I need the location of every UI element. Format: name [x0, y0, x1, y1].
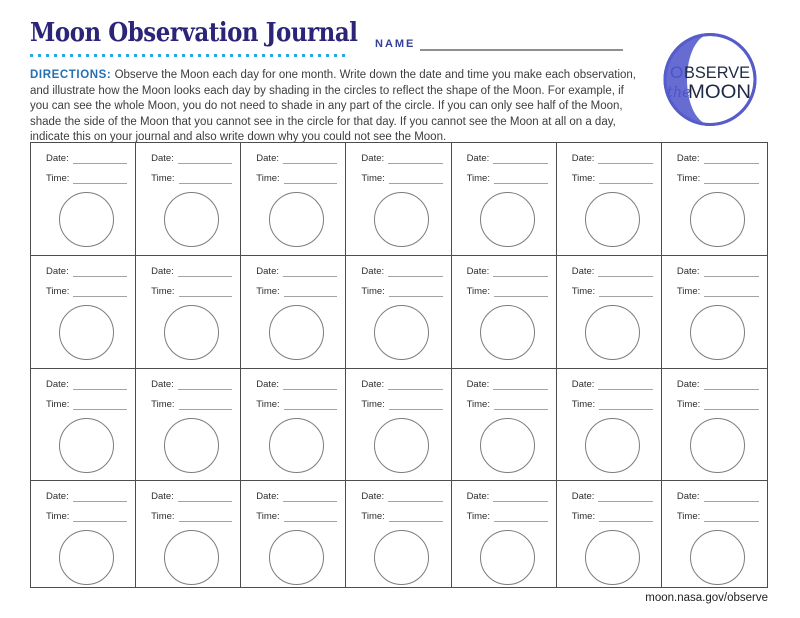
- date-label: Date:: [676, 379, 700, 390]
- time-field: [361, 510, 442, 522]
- date-label: Date:: [256, 379, 279, 390]
- name-label: NAME: [375, 38, 416, 50]
- moon-shading-circle[interactable]: [690, 530, 745, 585]
- moon-shading-circle[interactable]: [164, 305, 219, 360]
- date-field: [467, 490, 548, 502]
- time-input-line[interactable]: [599, 399, 653, 410]
- time-label: Time:: [466, 173, 490, 184]
- date-input-line[interactable]: [388, 266, 442, 277]
- date-label: Date:: [151, 491, 174, 502]
- time-input-line[interactable]: [73, 173, 127, 184]
- observation-cell: [346, 481, 451, 587]
- date-input-line[interactable]: [178, 379, 232, 390]
- observation-cell: [31, 481, 136, 587]
- time-input-line[interactable]: [179, 399, 233, 410]
- date-field: [467, 265, 548, 277]
- time-label: Time:: [151, 286, 175, 297]
- date-label: Date:: [256, 153, 279, 164]
- moon-shading-circle[interactable]: [585, 305, 640, 360]
- moon-shading-circle[interactable]: [59, 192, 114, 247]
- logo-observe-rest: BSERVE: [684, 63, 750, 82]
- date-input-line[interactable]: [704, 266, 759, 277]
- date-label: Date:: [676, 266, 700, 277]
- observation-cell: [31, 143, 136, 256]
- time-label: Time:: [361, 399, 385, 410]
- observation-cell: [452, 256, 557, 369]
- date-field: [151, 265, 232, 277]
- observation-cell: [662, 481, 767, 587]
- observation-cell: [557, 143, 662, 256]
- name-input-line[interactable]: [420, 36, 623, 51]
- time-field: [151, 398, 232, 410]
- time-input-line[interactable]: [284, 399, 338, 410]
- page-title: Moon Observation Journal: [30, 18, 358, 48]
- time-input-line[interactable]: [284, 511, 338, 522]
- observation-cell: [241, 481, 346, 587]
- date-field: [361, 265, 442, 277]
- time-input-line[interactable]: [179, 173, 233, 184]
- time-label: Time:: [466, 511, 490, 522]
- date-field: [256, 152, 337, 164]
- date-label: Date:: [571, 153, 595, 164]
- time-label: Time:: [361, 511, 385, 522]
- logo-observe-o: O: [670, 63, 684, 82]
- date-input-line[interactable]: [283, 266, 337, 277]
- time-input-line[interactable]: [389, 511, 443, 522]
- observation-cell: [557, 256, 662, 369]
- date-field: [46, 378, 127, 390]
- time-field: [572, 285, 653, 297]
- date-input-line[interactable]: [704, 153, 759, 164]
- time-label: Time:: [466, 399, 490, 410]
- date-input-line[interactable]: [598, 491, 652, 502]
- observation-cell: [452, 143, 557, 256]
- date-field: [677, 490, 759, 502]
- time-input-line[interactable]: [704, 511, 759, 522]
- time-field: [151, 172, 232, 184]
- moon-shading-circle[interactable]: [269, 305, 324, 360]
- moon-shading-circle[interactable]: [59, 305, 114, 360]
- time-field: [151, 510, 232, 522]
- moon-shading-circle[interactable]: [480, 418, 535, 473]
- time-label: Time:: [361, 173, 385, 184]
- moon-shading-circle[interactable]: [374, 530, 429, 585]
- date-input-line[interactable]: [493, 153, 547, 164]
- time-field: [46, 510, 127, 522]
- time-input-line[interactable]: [704, 173, 759, 184]
- time-label: Time:: [151, 511, 175, 522]
- time-input-line[interactable]: [599, 173, 653, 184]
- date-label: Date:: [151, 266, 174, 277]
- moon-shading-circle[interactable]: [269, 530, 324, 585]
- time-input-line[interactable]: [389, 399, 443, 410]
- date-input-line[interactable]: [598, 153, 652, 164]
- moon-shading-circle[interactable]: [164, 192, 219, 247]
- time-field: [361, 285, 442, 297]
- moon-shading-circle[interactable]: [374, 305, 429, 360]
- date-label: Date:: [46, 266, 69, 277]
- observation-cell: [452, 481, 557, 587]
- time-label: Time:: [676, 286, 701, 297]
- date-field: [151, 490, 232, 502]
- time-input-line[interactable]: [73, 399, 127, 410]
- time-label: Time:: [46, 511, 70, 522]
- date-label: Date:: [676, 153, 700, 164]
- date-label: Date:: [571, 491, 595, 502]
- date-field: [361, 378, 442, 390]
- date-label: Date:: [46, 379, 69, 390]
- time-field: [467, 398, 548, 410]
- observation-cell: [31, 369, 136, 481]
- date-input-line[interactable]: [388, 491, 442, 502]
- time-label: Time:: [256, 399, 280, 410]
- date-input-line[interactable]: [493, 266, 547, 277]
- observation-cell: [557, 481, 662, 587]
- date-field: [256, 378, 337, 390]
- date-field: [572, 265, 653, 277]
- date-field: [572, 490, 653, 502]
- date-input-line[interactable]: [73, 491, 127, 502]
- date-label: Date:: [361, 153, 385, 164]
- date-input-line[interactable]: [73, 153, 127, 164]
- observation-cell: [136, 256, 241, 369]
- date-label: Date:: [571, 379, 595, 390]
- observation-cell: [662, 369, 767, 481]
- date-label: Date:: [466, 266, 490, 277]
- time-field: [572, 398, 653, 410]
- date-label: Date:: [361, 266, 385, 277]
- date-field: [467, 152, 548, 164]
- observation-cell: [346, 256, 451, 369]
- moon-shading-circle[interactable]: [480, 530, 535, 585]
- time-label: Time:: [571, 399, 596, 410]
- journal-grid: [30, 142, 768, 588]
- moon-shading-circle[interactable]: [690, 418, 745, 473]
- time-field: [46, 398, 127, 410]
- time-label: Time:: [46, 286, 70, 297]
- time-label: Time:: [151, 399, 175, 410]
- time-field: [467, 510, 548, 522]
- observation-cell: [662, 256, 767, 369]
- observation-cell: [136, 143, 241, 256]
- observation-cell: [241, 143, 346, 256]
- time-field: [256, 510, 337, 522]
- date-field: [572, 152, 653, 164]
- moon-shading-circle[interactable]: [585, 418, 640, 473]
- time-label: Time:: [361, 286, 385, 297]
- moon-shading-circle[interactable]: [374, 418, 429, 473]
- time-label: Time:: [256, 511, 280, 522]
- date-input-line[interactable]: [178, 153, 232, 164]
- date-label: Date:: [361, 379, 385, 390]
- moon-shading-circle[interactable]: [164, 530, 219, 585]
- dotted-rule: [30, 54, 350, 57]
- date-field: [151, 152, 232, 164]
- date-label: Date:: [151, 153, 174, 164]
- time-field: [151, 285, 232, 297]
- time-input-line[interactable]: [389, 173, 443, 184]
- time-field: [572, 172, 653, 184]
- moon-shading-circle[interactable]: [59, 530, 114, 585]
- time-field: [467, 172, 548, 184]
- date-field: [361, 490, 442, 502]
- directions-label: DIRECTIONS:: [30, 69, 112, 81]
- moon-shading-circle[interactable]: [59, 418, 114, 473]
- time-field: [467, 285, 548, 297]
- date-field: [572, 378, 653, 390]
- time-label: Time:: [466, 286, 490, 297]
- time-label: Time:: [256, 173, 280, 184]
- footer-url: moon.nasa.gov/observe: [645, 592, 768, 604]
- time-label: Time:: [151, 173, 175, 184]
- date-input-line[interactable]: [178, 491, 232, 502]
- observation-cell: [557, 369, 662, 481]
- time-input-line[interactable]: [179, 286, 233, 297]
- time-input-line[interactable]: [704, 286, 759, 297]
- date-input-line[interactable]: [704, 491, 759, 502]
- moon-shading-circle[interactable]: [585, 530, 640, 585]
- moon-shading-circle[interactable]: [480, 192, 535, 247]
- date-input-line[interactable]: [493, 379, 547, 390]
- date-input-line[interactable]: [493, 491, 547, 502]
- time-field: [256, 172, 337, 184]
- logo-moon: MOON: [688, 82, 751, 103]
- time-field: [361, 398, 442, 410]
- name-field: [375, 36, 623, 51]
- date-label: Date:: [46, 491, 69, 502]
- date-input-line[interactable]: [73, 266, 127, 277]
- time-label: Time:: [676, 399, 701, 410]
- date-label: Date:: [466, 153, 490, 164]
- logo-the: the: [667, 85, 691, 101]
- date-field: [677, 265, 759, 277]
- date-input-line[interactable]: [73, 379, 127, 390]
- time-input-line[interactable]: [179, 511, 233, 522]
- time-field: [572, 510, 653, 522]
- date-field: [46, 152, 127, 164]
- time-field: [46, 285, 127, 297]
- date-label: Date:: [256, 491, 279, 502]
- observation-cell: [241, 369, 346, 481]
- moon-shading-circle[interactable]: [480, 305, 535, 360]
- observation-cell: [452, 369, 557, 481]
- time-input-line[interactable]: [73, 511, 127, 522]
- time-label: Time:: [571, 511, 596, 522]
- time-field: [256, 398, 337, 410]
- date-input-line[interactable]: [598, 266, 652, 277]
- time-field: [256, 285, 337, 297]
- time-field: [677, 398, 759, 410]
- date-field: [151, 378, 232, 390]
- time-input-line[interactable]: [389, 286, 443, 297]
- moon-shading-circle[interactable]: [269, 192, 324, 247]
- observation-cell: [136, 369, 241, 481]
- date-input-line[interactable]: [283, 379, 337, 390]
- date-field: [256, 265, 337, 277]
- observation-cell: [662, 143, 767, 256]
- moon-shading-circle[interactable]: [374, 192, 429, 247]
- time-field: [677, 172, 759, 184]
- time-label: Time:: [571, 286, 596, 297]
- date-field: [677, 378, 759, 390]
- observation-cell: [346, 143, 451, 256]
- date-field: [677, 152, 759, 164]
- date-field: [361, 152, 442, 164]
- time-label: Time:: [46, 173, 70, 184]
- date-label: Date:: [361, 491, 385, 502]
- observation-cell: [31, 256, 136, 369]
- time-input-line[interactable]: [599, 511, 653, 522]
- date-input-line[interactable]: [388, 379, 442, 390]
- time-label: Time:: [46, 399, 70, 410]
- date-input-line[interactable]: [283, 153, 337, 164]
- time-field: [361, 172, 442, 184]
- moon-shading-circle[interactable]: [585, 192, 640, 247]
- observation-cell: [136, 481, 241, 587]
- time-input-line[interactable]: [494, 399, 548, 410]
- date-field: [46, 490, 127, 502]
- observation-cell: [241, 256, 346, 369]
- date-label: Date:: [46, 153, 69, 164]
- date-label: Date:: [676, 491, 700, 502]
- time-label: Time:: [256, 286, 280, 297]
- time-field: [677, 510, 759, 522]
- time-input-line[interactable]: [494, 286, 548, 297]
- time-label: Time:: [571, 173, 596, 184]
- time-input-line[interactable]: [599, 286, 653, 297]
- date-field: [256, 490, 337, 502]
- observe-the-moon-logo: [654, 31, 766, 128]
- time-input-line[interactable]: [494, 173, 548, 184]
- moon-shading-circle[interactable]: [690, 192, 745, 247]
- time-field: [46, 172, 127, 184]
- date-input-line[interactable]: [704, 379, 759, 390]
- time-label: Time:: [676, 511, 701, 522]
- time-input-line[interactable]: [73, 286, 127, 297]
- time-input-line[interactable]: [704, 399, 759, 410]
- directions-paragraph: [30, 68, 640, 146]
- time-input-line[interactable]: [284, 173, 338, 184]
- time-input-line[interactable]: [494, 511, 548, 522]
- date-input-line[interactable]: [283, 491, 337, 502]
- time-field: [677, 285, 759, 297]
- date-label: Date:: [571, 266, 595, 277]
- observation-cell: [346, 369, 451, 481]
- time-label: Time:: [676, 173, 701, 184]
- date-label: Date:: [256, 266, 279, 277]
- date-input-line[interactable]: [388, 153, 442, 164]
- date-field: [467, 378, 548, 390]
- date-label: Date:: [466, 379, 490, 390]
- title-block: [30, 18, 402, 57]
- date-input-line[interactable]: [178, 266, 232, 277]
- date-label: Date:: [466, 491, 490, 502]
- moon-shading-circle[interactable]: [690, 305, 745, 360]
- date-input-line[interactable]: [598, 379, 652, 390]
- directions-text: Observe the Moon each day for one month. Write down the date and time you make each observation, and illustrate how the Moon looks each day by shading in the circles to reflect the shape of the Moon. For example, if you can see the whole Moon, you do not need to shade in any part of the circle. If you can only see half of the Moon, shade the side of the Moon that you cannot see in the circle for that day. If you cannot see the Moon at all on a day, indicate this on your journal and also write down why you could not see the Moon.: [30, 69, 636, 144]
- moon-shading-circle[interactable]: [164, 418, 219, 473]
- date-label: Date:: [151, 379, 174, 390]
- date-field: [46, 265, 127, 277]
- moon-shading-circle[interactable]: [269, 418, 324, 473]
- time-input-line[interactable]: [284, 286, 338, 297]
